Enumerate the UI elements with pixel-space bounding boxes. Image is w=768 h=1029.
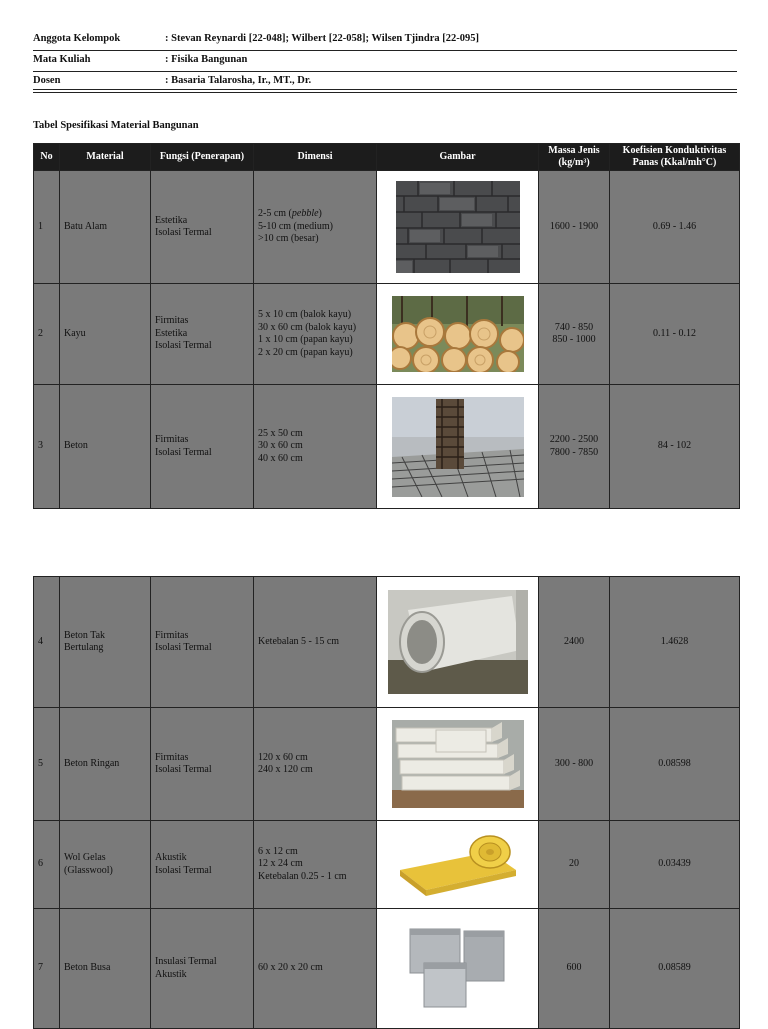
divider xyxy=(33,50,737,51)
header-label: Anggota Kelompok xyxy=(33,33,121,44)
material-table-2 xyxy=(33,576,740,1029)
cell-massa: 1600 - 1900 xyxy=(539,171,610,284)
cell-koef: 0.69 - 1.46 xyxy=(610,171,740,284)
table-row xyxy=(34,577,740,708)
cell-image xyxy=(377,577,539,708)
glasswool-roll-image xyxy=(396,830,520,900)
divider xyxy=(33,71,737,72)
cell-massa: 600 xyxy=(539,909,610,1029)
cell-massa: 2200 - 2500 7800 - 7850 xyxy=(539,385,610,509)
cell-massa: 740 - 850 850 - 1000 xyxy=(539,284,610,385)
cell-massa: 2400 xyxy=(539,577,610,708)
cell-material: Beton Ringan xyxy=(60,708,151,821)
col-header-dimensi: Dimensi xyxy=(254,144,377,171)
cell-fungsi: Insulasi Termal Akustik xyxy=(151,909,254,1029)
cell-fungsi: Firmitas Isolasi Termal xyxy=(151,708,254,821)
cell-fungsi: Firmitas Estetika Isolasi Termal xyxy=(151,284,254,385)
header-label: Mata Kuliah xyxy=(33,54,91,65)
header-value: : Fisika Bangunan xyxy=(165,54,248,65)
cell-fungsi: Firmitas Isolasi Termal xyxy=(151,385,254,509)
wood-logs-image xyxy=(392,296,524,372)
cell-image xyxy=(377,909,539,1029)
cell-dimensi: 5 x 10 cm (balok kayu) 30 x 60 cm (balok kayu) 1 x 10 cm (papan kayu) 2 x 20 cm (papan kayu) xyxy=(254,284,377,385)
cell-fungsi: Akustik Isolasi Termal xyxy=(151,821,254,909)
stone-wall-image xyxy=(396,181,520,273)
cell-image xyxy=(377,821,539,909)
cell-dimensi: Ketebalan 5 - 15 cm xyxy=(254,577,377,708)
cell-image xyxy=(377,284,539,385)
concrete-pipe-image xyxy=(388,590,528,694)
divider xyxy=(33,92,737,93)
cell-fungsi: Estetika Isolasi Termal xyxy=(151,171,254,284)
cell-image xyxy=(377,708,539,821)
cell-massa: 20 xyxy=(539,821,610,909)
table-row xyxy=(34,909,740,1029)
col-header-fungsi: Fungsi (Penerapan) xyxy=(151,144,254,171)
cell-dimensi xyxy=(254,171,377,284)
col-header-massa: Massa Jenis (kg/m³) xyxy=(539,144,610,171)
header-label: Dosen xyxy=(33,75,61,86)
table-header-row xyxy=(34,144,740,171)
cell-material: Beton xyxy=(60,385,151,509)
table-title: Tabel Spesifikasi Material Bangunan xyxy=(33,120,199,131)
cell-koef: 1.4628 xyxy=(610,577,740,708)
material-table-1 xyxy=(33,143,740,509)
cell-material: Beton Tak Bertulang xyxy=(60,577,151,708)
cell-dimensi: 120 x 60 cm 240 x 120 cm xyxy=(254,708,377,821)
table-row xyxy=(34,708,740,821)
cell-material: Batu Alam xyxy=(60,171,151,284)
table-row xyxy=(34,284,740,385)
header-value: : Basaria Talarosha, Ir., MT., Dr. xyxy=(165,75,312,86)
cell-dimensi: 60 x 20 x 20 cm xyxy=(254,909,377,1029)
dimensi-italic-text: pebble xyxy=(291,208,319,220)
col-header-gambar: Gambar xyxy=(377,144,539,171)
rebar-column-image xyxy=(392,397,524,497)
foam-blocks-image xyxy=(408,927,508,1011)
cell-koef: 0.11 - 0.12 xyxy=(610,284,740,385)
header-row-course xyxy=(33,54,737,70)
divider xyxy=(33,89,737,90)
cell-koef: 0.08598 xyxy=(610,708,740,821)
cell-material: Beton Busa xyxy=(60,909,151,1029)
cell-koef: 84 - 102 xyxy=(610,385,740,509)
cell-koef: 0.03439 xyxy=(610,821,740,909)
cell-material: Wol Gelas (Glasswool) xyxy=(60,821,151,909)
cell-image xyxy=(377,171,539,284)
cell-no: 4 xyxy=(34,577,60,708)
cell-no: 1 xyxy=(34,171,60,284)
col-header-material: Material xyxy=(60,144,151,171)
cell-material: Kayu xyxy=(60,284,151,385)
table-row xyxy=(34,385,740,509)
header-row-members xyxy=(33,33,737,49)
cell-no: 3 xyxy=(34,385,60,509)
cell-dimensi: 6 x 12 cm 12 x 24 cm Ketebalan 0.25 - 1 cm xyxy=(254,821,377,909)
light-blocks-image xyxy=(392,720,524,808)
cell-no: 6 xyxy=(34,821,60,909)
cell-fungsi: Firmitas Isolasi Termal xyxy=(151,577,254,708)
cell-massa: 300 - 800 xyxy=(539,708,610,821)
col-header-no: No xyxy=(34,144,60,171)
col-header-koef: Koefisien Konduktivitas Panas (Kkal/mh°C) xyxy=(610,144,740,171)
cell-no: 5 xyxy=(34,708,60,821)
dimensi-text: 2-5 cm ( xyxy=(258,208,292,220)
cell-no: 7 xyxy=(34,909,60,1029)
table-row xyxy=(34,171,740,284)
cell-no: 2 xyxy=(34,284,60,385)
cell-image xyxy=(377,385,539,509)
table-row xyxy=(34,821,740,909)
header-value: : Stevan Reynardi [22-048]; Wilbert [22-058]; Wilsen Tjindra [22-095] xyxy=(165,33,480,44)
cell-koef: 0.08589 xyxy=(610,909,740,1029)
dimensi-text: ) 5-10 cm (medium) >10 cm (besar) xyxy=(258,208,333,245)
cell-dimensi: 25 x 50 cm 30 x 60 cm 40 x 60 cm xyxy=(254,385,377,509)
